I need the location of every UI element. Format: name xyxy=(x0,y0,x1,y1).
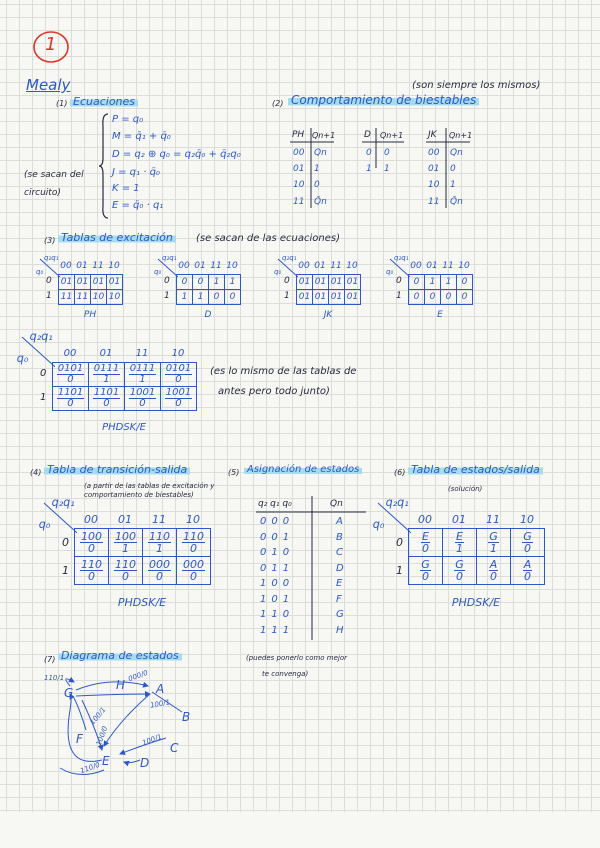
cell-state: 1101 xyxy=(93,387,120,398)
jk-cell: Q̄n xyxy=(450,197,463,207)
kmap-cell xyxy=(143,529,177,557)
kmap-row-header: 0 xyxy=(396,535,403,549)
kmap-cell: 1 xyxy=(209,275,225,290)
assignment-code: 000 xyxy=(260,516,295,527)
ph-cell: Qn xyxy=(314,148,327,158)
cell-fraction xyxy=(421,531,430,554)
kmap-col-header: 01 xyxy=(452,513,466,526)
d-cell: 1 xyxy=(384,164,390,174)
kmap-cell: 01 xyxy=(107,275,123,290)
cell-state: E xyxy=(422,529,429,543)
kmap-col-header: 01 xyxy=(76,261,88,271)
kmap-col-header: 01 xyxy=(426,261,438,271)
cell-state: 000 xyxy=(149,557,170,571)
kmap-col-header: 10 xyxy=(346,261,358,271)
kmap-col-header: 11 xyxy=(210,261,222,271)
sec4-note-line: comportamiento de biestables) xyxy=(84,491,194,499)
kmap-cell: 11 xyxy=(59,290,75,305)
diagram-node: B xyxy=(182,710,191,724)
cell-fraction xyxy=(455,531,464,554)
kmap-corner-top: q₂q₁ xyxy=(29,330,53,343)
kmap-col-header: 00 xyxy=(298,261,310,271)
combined-note-line: (es lo mismo de las tablas de xyxy=(210,366,357,377)
sec7-title: Diagrama de estados xyxy=(58,649,182,662)
kmap-row-header: 0 xyxy=(40,368,47,379)
assignment-code: 100 xyxy=(260,578,295,589)
ph-header: PH xyxy=(292,130,305,140)
cell-fraction xyxy=(454,559,465,582)
kmap-cell: 01 xyxy=(329,290,345,305)
kmap-row-header: 0 xyxy=(46,276,52,286)
kmap-col-header: 10 xyxy=(226,261,238,271)
assignment-state: H xyxy=(336,624,344,636)
diagram-edge-label: 100/1 xyxy=(88,705,108,727)
kmap-cell: 0 xyxy=(225,290,241,305)
kmap-cell: 01 xyxy=(59,275,75,290)
cell-fraction xyxy=(57,364,84,385)
kmap-col-header: 10 xyxy=(520,513,534,526)
kmap-label: PHDSK/E xyxy=(451,596,501,609)
cell-fraction xyxy=(420,559,431,582)
cell-state: 110 xyxy=(149,529,170,543)
sec5-title: Asignación de estados xyxy=(244,464,362,475)
jk-cell: 00 xyxy=(428,148,440,158)
assignment-header: Qn xyxy=(330,499,343,509)
kmap-corner-side: q₀ xyxy=(36,268,44,276)
cell-output: 0 xyxy=(139,398,146,409)
kmap-col-header: 01 xyxy=(118,513,132,526)
ph-cell: 10 xyxy=(293,180,305,190)
sec7-number: (7) xyxy=(44,655,56,664)
kmap-col-header: 00 xyxy=(63,348,77,359)
kmap-corner-top: q₂q₁ xyxy=(44,254,59,262)
kmap-cell: 1 xyxy=(425,275,441,290)
assignment-state: F xyxy=(336,593,342,605)
cell-fraction xyxy=(165,388,192,409)
kmap-col-header: 00 xyxy=(410,261,422,271)
kmap-label: D xyxy=(204,310,212,320)
cell-fraction xyxy=(488,531,499,554)
jk-cell: 01 xyxy=(428,164,440,174)
kmap-col-header: 00 xyxy=(418,513,432,526)
diagram-node: G xyxy=(64,686,74,700)
kmap-grid xyxy=(176,274,241,305)
assignment-state: D xyxy=(336,562,344,574)
cell-state: G xyxy=(523,529,532,543)
sec6-number: (6) xyxy=(394,468,406,477)
assignment-state: A xyxy=(336,516,343,527)
kmap-cell: 01 xyxy=(297,290,313,305)
kmap-col-header: 11 xyxy=(135,348,149,359)
kmap-cell: 01 xyxy=(91,275,107,290)
d-header: D xyxy=(364,130,371,140)
kmap-cell: 0 xyxy=(425,290,441,305)
cell-fraction xyxy=(93,364,120,385)
equation: P = q₀ xyxy=(112,114,144,125)
kmap-col-header: 01 xyxy=(314,261,326,271)
kmap-grid xyxy=(74,528,211,585)
page-margin xyxy=(0,812,600,848)
kmap-corner-top: q₂q₁ xyxy=(394,254,409,262)
assignment-state: G xyxy=(336,609,344,620)
assignment-state: B xyxy=(336,531,343,543)
assignment-state: C xyxy=(336,547,343,558)
d-cell: 1 xyxy=(366,164,372,174)
cell-output: 1 xyxy=(490,541,497,555)
kmap-col-header: 11 xyxy=(152,513,166,526)
kmap-row-header: 1 xyxy=(396,563,403,577)
diagram-edge-label: 100/1 xyxy=(141,732,163,748)
sec5-note-line: (puedes ponerlo como mejor xyxy=(246,654,348,662)
kmap-row-header: 1 xyxy=(46,291,52,301)
diagram-edge xyxy=(74,698,86,730)
kmap-row-header: 0 xyxy=(164,276,170,286)
kmap-label: PHDSK/E xyxy=(102,422,146,433)
kmap-cell: 01 xyxy=(345,275,361,290)
cell-fraction xyxy=(523,559,533,582)
kmap-cell xyxy=(511,557,545,585)
kmap-corner-top: q₂q₁ xyxy=(51,496,75,509)
kmap-cell xyxy=(53,363,89,387)
equation: J = q₁ · q̄₀ xyxy=(112,167,160,178)
diagram-edge xyxy=(76,694,150,696)
cell-state: 110 xyxy=(115,557,136,571)
kmap-cell xyxy=(75,529,109,557)
kmap-cell xyxy=(109,557,143,585)
diagram-node: H xyxy=(116,678,126,692)
kmap-row-header: 0 xyxy=(284,276,290,286)
cell-output: 0 xyxy=(490,569,497,583)
page-title: Mealy xyxy=(26,76,71,94)
kmap-cell: 01 xyxy=(313,275,329,290)
cell-state: 110 xyxy=(183,529,204,543)
cell-state: G xyxy=(489,529,498,543)
cell-output: 0 xyxy=(456,569,463,583)
assignment-code: 110 xyxy=(260,609,295,620)
kmap-cell xyxy=(443,557,477,585)
cell-output: 0 xyxy=(122,569,129,583)
kmap-cell xyxy=(125,387,161,411)
kmap-cell xyxy=(443,529,477,557)
ph-cell: 0 xyxy=(314,180,320,190)
kmap-cell xyxy=(75,557,109,585)
kmap-col-header: 00 xyxy=(84,513,98,526)
sec3-number: (3) xyxy=(44,236,56,245)
sec3-note: (se sacan de las ecuaciones) xyxy=(196,233,341,244)
cell-state: 0101 xyxy=(165,363,192,374)
kmap-corner-side: q₀ xyxy=(274,268,282,276)
diagram-edge-label: 000/0 xyxy=(127,668,149,684)
diagram-edge-label: 110/0 xyxy=(79,760,101,776)
cell-output: 0 xyxy=(421,541,429,555)
kmap-col-header: 01 xyxy=(194,261,206,271)
cell-state: 1001 xyxy=(165,387,192,398)
jk-cell: 1 xyxy=(450,180,456,190)
cell-state: 110 xyxy=(81,557,102,571)
diagram-node: D xyxy=(140,756,150,770)
cell-fraction xyxy=(93,388,120,409)
kmap-label: E xyxy=(437,310,443,320)
cell-state: A xyxy=(523,557,532,571)
kmap-cell: 0 xyxy=(409,275,425,290)
jk-cell: Qn xyxy=(450,148,463,158)
kmap-col-header: 11 xyxy=(92,261,104,271)
diagram-node: F xyxy=(76,732,83,746)
d-cell: 0 xyxy=(384,148,390,158)
kmap-col-header: 01 xyxy=(99,348,113,359)
diagram-node: C xyxy=(170,741,179,755)
brace-icon xyxy=(98,112,110,220)
sec5-note-line: te convenga) xyxy=(262,670,309,678)
assignment-code: 101 xyxy=(260,593,295,605)
kmap-cell: 1 xyxy=(177,290,193,305)
cell-output: 0 xyxy=(524,569,531,583)
assignment-code: 111 xyxy=(260,624,295,636)
kmap-cell xyxy=(125,363,161,387)
kmap-col-header: 11 xyxy=(330,261,342,271)
sec1-title: Ecuaciones xyxy=(70,95,138,108)
diagram-edge-label: 110/1 xyxy=(44,674,65,682)
kmap-cell xyxy=(89,363,125,387)
cell-fraction xyxy=(182,559,205,582)
cell-output: 0 xyxy=(88,569,95,583)
cell-fraction xyxy=(114,559,137,582)
kmap-cell: 0 xyxy=(209,290,225,305)
jk-cell: 10 xyxy=(428,180,440,190)
cell-output: 0 xyxy=(190,541,197,555)
kmap-grid xyxy=(408,274,473,305)
cell-output: 1 xyxy=(103,374,110,385)
kmap-cell: 0 xyxy=(177,275,193,290)
kmap-cell: 01 xyxy=(345,290,361,305)
sec4-number: (4) xyxy=(30,468,42,477)
cell-state: A xyxy=(489,557,498,571)
kmap-cell: 0 xyxy=(441,290,457,305)
jk-cell: 0 xyxy=(450,164,456,174)
sec1-note: (se sacan del circuito) xyxy=(24,170,84,198)
kmap-cell: 10 xyxy=(107,290,123,305)
cell-fraction xyxy=(114,531,137,554)
kmap-cell: 0 xyxy=(457,290,473,305)
kmap-cell xyxy=(477,557,511,585)
cell-state: 1001 xyxy=(129,387,156,398)
diagram-edge xyxy=(76,682,148,690)
d-cell: 0 xyxy=(366,148,372,158)
kmap-cell xyxy=(161,387,197,411)
kmap-cell: 0 xyxy=(193,275,209,290)
d-header: Qn+1 xyxy=(380,131,404,140)
sec1-number: (1) xyxy=(56,99,68,108)
kmap-cell: 11 xyxy=(75,290,91,305)
cell-fraction xyxy=(148,559,171,582)
sec6-title: Tabla de estados/salida xyxy=(408,463,543,476)
jk-header: Qn+1 xyxy=(449,131,473,140)
kmap-grid xyxy=(296,274,361,305)
kmap-corner-side: q₀ xyxy=(386,268,394,276)
cell-state: 0111 xyxy=(129,363,156,374)
ph-cell: 00 xyxy=(293,148,305,158)
sec6-note: (solución) xyxy=(448,485,483,493)
cell-state: 1101 xyxy=(57,387,84,398)
kmap-row-header: 1 xyxy=(62,563,69,577)
equation: D = q₂ ⊕ q₀ = q₂q̄₀ + q̄₂q₀ xyxy=(112,149,241,160)
assignment-code: 001 xyxy=(260,531,295,543)
kmap-cell: 0 xyxy=(457,275,473,290)
kmap-cell: 01 xyxy=(75,275,91,290)
kmap-label: PHDSK/E xyxy=(117,596,167,609)
cell-output: 1 xyxy=(139,374,146,385)
diagram-edge xyxy=(124,760,140,763)
kmap-cell: 1 xyxy=(193,290,209,305)
cell-state: 100 xyxy=(115,529,136,543)
kmap-grid xyxy=(52,362,197,411)
cell-fraction xyxy=(489,559,499,582)
kmap-cell xyxy=(409,529,443,557)
kmap-cell xyxy=(511,529,545,557)
kmap-cell xyxy=(89,387,125,411)
kmap-label: PH xyxy=(83,310,97,320)
kmap-cell xyxy=(53,387,89,411)
ph-cell: 1 xyxy=(314,164,320,174)
cell-output: 0 xyxy=(88,541,95,555)
cell-fraction xyxy=(165,364,192,385)
kmap-cell: 0 xyxy=(409,290,425,305)
kmap-corner-side: q₀ xyxy=(154,268,162,276)
kmap-corner-top: q₂q₁ xyxy=(162,254,177,262)
kmap-col-header: 11 xyxy=(442,261,454,271)
kmap-col-header: 10 xyxy=(458,261,470,271)
kmap-cell xyxy=(177,529,211,557)
kmap-corner-side: q₀ xyxy=(372,518,385,532)
kmap-col-header: 10 xyxy=(186,513,200,526)
diagram-edge xyxy=(66,679,74,686)
cell-state: G xyxy=(455,557,464,571)
cell-fraction xyxy=(129,388,156,409)
cell-output: 1 xyxy=(156,541,163,555)
jk-cell: 11 xyxy=(428,197,440,207)
equation: M = q̄₁ + q̄₀ xyxy=(112,131,171,142)
sec5-number: (5) xyxy=(228,468,240,477)
cell-output: 0 xyxy=(103,398,110,409)
kmap-cell: 01 xyxy=(297,275,313,290)
kmap-cell xyxy=(109,529,143,557)
assignment-code: 011 xyxy=(260,562,295,574)
cell-fraction xyxy=(522,531,533,554)
kmap-grid xyxy=(408,528,545,585)
cell-fraction xyxy=(80,531,103,554)
jk-header: JK xyxy=(428,130,437,140)
cell-output: 0 xyxy=(67,398,74,409)
diagram-node: E xyxy=(102,754,110,768)
sec2-number: (2) xyxy=(272,99,284,108)
cell-fraction xyxy=(129,364,156,385)
kmap-cell: 01 xyxy=(313,290,329,305)
kmap-row-header: 1 xyxy=(396,291,402,301)
kmap-cell: 1 xyxy=(441,275,457,290)
cell-state: E xyxy=(456,529,463,543)
kmap-row-header: 1 xyxy=(284,291,290,301)
cell-fraction xyxy=(57,388,84,409)
cell-output: 0 xyxy=(524,541,531,555)
cell-output: 0 xyxy=(175,398,182,409)
top-note: (son siempre los mismos) xyxy=(412,80,541,91)
cell-output: 0 xyxy=(190,569,197,583)
kmap-cell xyxy=(161,363,197,387)
assignment-code: 010 xyxy=(260,547,295,558)
cell-fraction xyxy=(148,531,171,554)
cell-state: 0101 xyxy=(57,363,84,374)
diagram-node: A xyxy=(156,682,165,696)
kmap-cell: 01 xyxy=(329,275,345,290)
kmap-row-header: 1 xyxy=(40,392,47,403)
kmap-col-header: 10 xyxy=(171,348,185,359)
ph-header: Qn+1 xyxy=(312,131,336,140)
kmap-cell: 10 xyxy=(91,290,107,305)
ph-cell: 11 xyxy=(293,197,305,207)
kmap-row-header: 0 xyxy=(62,535,69,549)
cell-fraction xyxy=(80,559,103,582)
cell-output: 0 xyxy=(156,569,163,583)
equation: K = 1 xyxy=(112,183,140,194)
diagram-edge-label: 100/1 xyxy=(149,698,171,710)
kmap-col-header: 00 xyxy=(60,261,72,271)
equation: E = q̄₀ · q₁ xyxy=(112,200,164,211)
cell-output: 1 xyxy=(455,541,463,555)
assignment-header: q₂ q₁ q₀ xyxy=(258,499,292,509)
kmap-col-header: 10 xyxy=(108,261,120,271)
kmap-row-header: 1 xyxy=(164,291,170,301)
sec3-title: Tablas de excitación xyxy=(58,231,176,244)
kmap-grid xyxy=(58,274,123,305)
kmap-cell xyxy=(477,529,511,557)
assignment-state: E xyxy=(336,578,343,589)
cell-state: 100 xyxy=(81,529,102,543)
sec2-title: Comportamiento de biestables xyxy=(288,93,479,107)
cell-output: 1 xyxy=(122,541,129,555)
kmap-cell: 1 xyxy=(225,275,241,290)
kmap-cell xyxy=(143,557,177,585)
cell-state: 000 xyxy=(183,557,204,571)
ph-cell: Q̄n xyxy=(314,197,327,207)
kmap-corner-top: q₂q₁ xyxy=(282,254,297,262)
cell-state: G xyxy=(421,557,430,571)
kmap-corner-top: q₂q₁ xyxy=(385,496,409,509)
kmap-col-header: 00 xyxy=(178,261,190,271)
kmap-label: JK xyxy=(323,310,333,320)
kmap-corner-side: q₀ xyxy=(16,352,29,366)
kmap-cell xyxy=(177,557,211,585)
page-number: 1 xyxy=(45,34,57,55)
sec4-title: Tabla de transición-salida xyxy=(44,463,190,476)
diagram-edge-label: 100/0 xyxy=(94,725,110,747)
combined-note-line: antes pero todo junto) xyxy=(218,386,330,397)
cell-output: 0 xyxy=(175,374,182,385)
cell-state: 0111 xyxy=(93,363,120,374)
kmap-cell xyxy=(409,557,443,585)
cell-output: 0 xyxy=(422,569,429,583)
kmap-corner-side: q₀ xyxy=(38,518,51,532)
ph-cell: 01 xyxy=(293,164,305,174)
kmap-row-header: 0 xyxy=(396,276,402,286)
kmap-col-header: 11 xyxy=(486,513,500,526)
cell-fraction xyxy=(182,531,205,554)
cell-output: 0 xyxy=(67,374,74,385)
sec4-note-line: (a partir de las tablas de excitación y xyxy=(84,482,215,490)
